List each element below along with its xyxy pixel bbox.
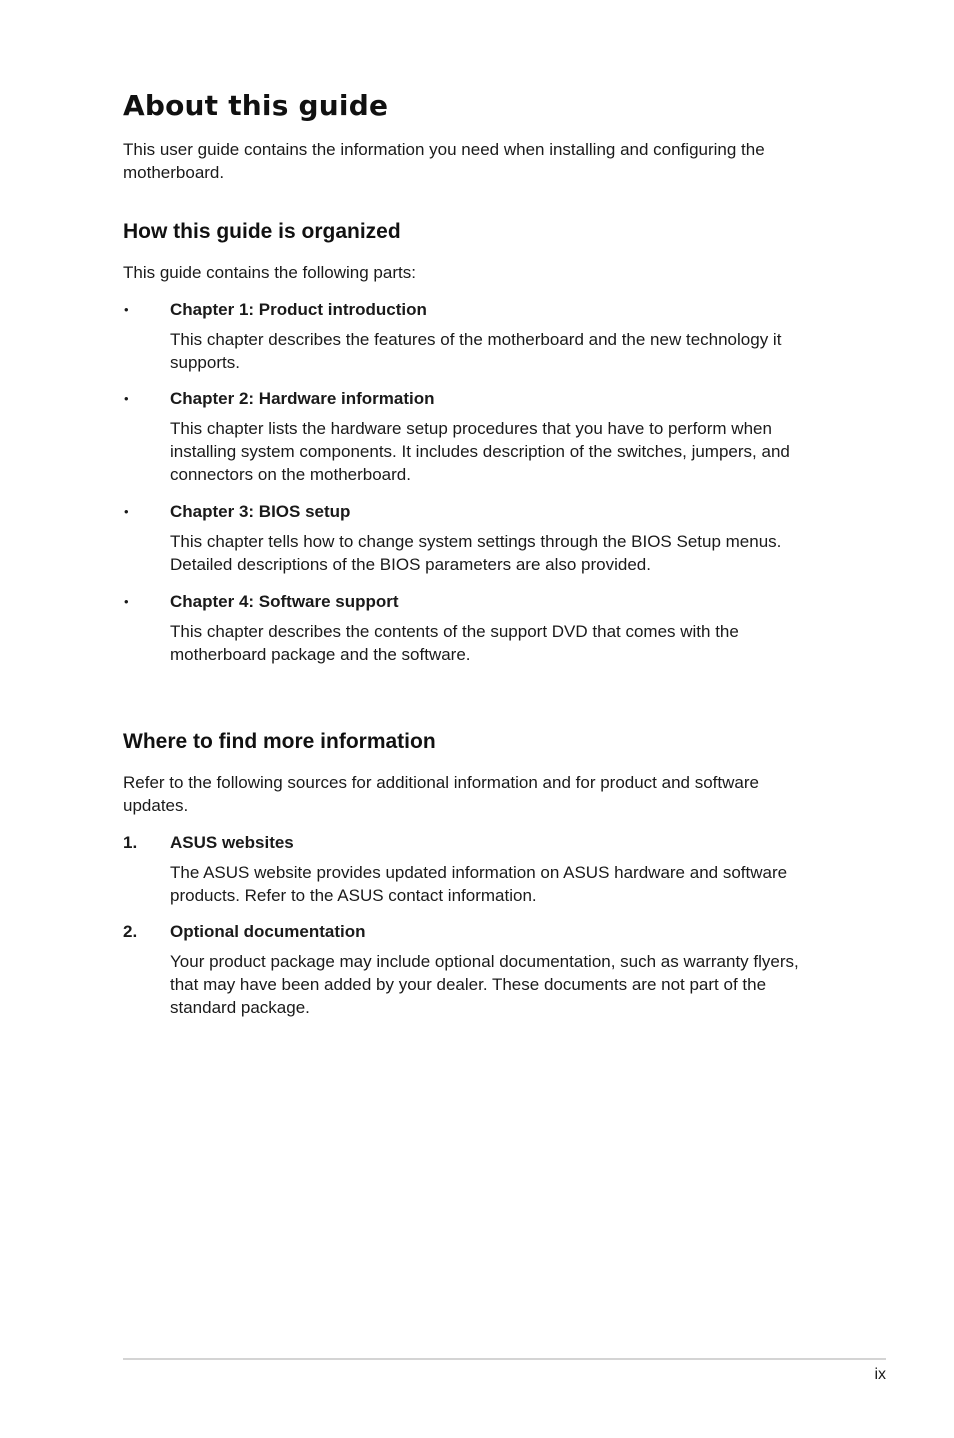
more-info-lead: Refer to the following sources for additional information and for product and software updates. — [123, 773, 759, 815]
organized-lead: This guide contains the following parts: — [123, 263, 416, 282]
list-item-description: The ASUS website provides updated information on ASUS hardware and software products. Refer to the ASUS contact information. — [170, 863, 788, 905]
footer-divider — [123, 1358, 886, 1360]
number-marker: 1. — [123, 833, 138, 852]
bullet-marker: • — [124, 391, 129, 406]
page-number: ix — [874, 1366, 886, 1383]
list-item-title: Optional documentation — [170, 922, 366, 941]
list-item-title: Chapter 1: Product introduction — [170, 300, 427, 319]
bullet-marker: • — [124, 504, 129, 519]
list-item-title: Chapter 3: BIOS setup — [170, 502, 351, 521]
section-heading-organized: How this guide is organized — [123, 220, 401, 243]
page-title: About this guide — [123, 89, 389, 122]
list-item-description: This chapter describes the contents of the support DVD that comes with the motherboard package and the software. — [170, 622, 739, 664]
list-item-description: This chapter describes the features of the motherboard and the new technology it supports. — [170, 330, 782, 372]
list-item-description: This chapter lists the hardware setup procedures that you have to perform when installing system components. It includes description of the switches, jumpers, and connectors on the motherboard. — [170, 419, 790, 484]
bullet-marker: • — [124, 594, 129, 609]
list-item-title: Chapter 2: Hardware information — [170, 389, 435, 408]
list-item-description: This chapter tells how to change system settings through the BIOS Setup menus. Detailed descriptions of the BIOS parameters are also provided. — [170, 532, 782, 574]
bullet-marker: • — [124, 302, 129, 317]
list-item-title: Chapter 4: Software support — [170, 592, 399, 611]
intro-paragraph: This user guide contains the information you need when installing and configuring the motherboard. — [123, 140, 765, 182]
list-item-description: Your product package may include optional documentation, such as warranty flyers, that may have been added by your dealer. These documents are not part of the standard package. — [170, 952, 799, 1017]
number-marker: 2. — [123, 922, 138, 941]
list-item-title: ASUS websites — [170, 833, 294, 852]
section-heading-more-info: Where to find more information — [123, 730, 436, 753]
